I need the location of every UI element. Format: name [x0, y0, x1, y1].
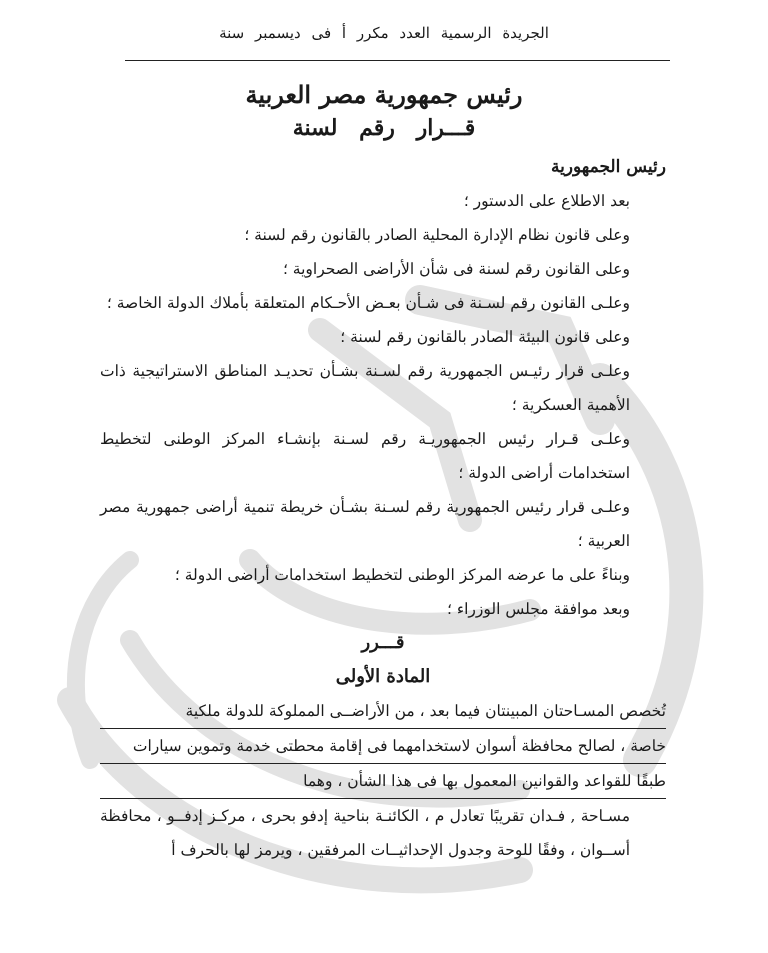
- preamble-paragraph: وبعد موافقة مجلس الوزراء ؛: [446, 600, 630, 618]
- preamble-paragraph: وعلـى القانون رقم لسـنة فى شـأن بعـض الأحـكام المتعلقة بأملاك الدولة الخاصة ؛: [106, 294, 630, 312]
- preamble-paragraph: وعلـى قـرار رئيس الجمهوريـة رقم لسـنة بإنشـاء المركز الوطنى لتخطيط استخدامات أراضى الدولة ؛: [100, 430, 630, 482]
- preamble-paragraph: وعلـى قرار رئيـس الجمهورية رقم لسـنة بشـأن تحديـد المناطق الاستراتيجية ذات الأهمية العسكرية ؛: [100, 362, 630, 414]
- running-header: الجريدة الرسمية العدد مكرر أ فى ديسمبر سنة: [219, 24, 549, 42]
- preamble-heading: رئيس الجمهورية: [550, 157, 666, 177]
- preamble-paragraph: وعلى قانون نظام الإدارة المحلية الصادر بالقانون رقم لسنة ؛: [244, 226, 630, 244]
- decree-number-title: قـــرار رقم لسنة: [292, 115, 476, 141]
- header-divider: [125, 60, 670, 61]
- decision-label: قـــرر: [361, 632, 405, 653]
- preamble-paragraph: وعلى القانون رقم لسنة فى شأن الأراضى الصحراوية ؛: [282, 260, 630, 278]
- article-title: المادة الأولى: [335, 666, 431, 687]
- decree-body: [100, 150, 666, 867]
- preamble-paragraph: وعلى قانون البيئة الصادر بالقانون رقم لسنة ؛: [340, 328, 630, 346]
- preamble-paragraph: بعد الاطلاع على الدستور ؛: [463, 192, 630, 210]
- preamble-paragraph: وبناءً على ما عرضه المركز الوطنى لتخطيط استخدامات أراضى الدولة ؛: [174, 566, 630, 584]
- article-line-underlined: تُخصص المسـاحتان المبينتان فيما بعد ، من الأراضــى المملوكة للدولة ملكية: [100, 694, 666, 729]
- article-line-underlined: خاصة ، لصالح محافظة أسوان لاستخدامهما فى إقامة محطتى خدمة وتموين سيارات: [100, 729, 666, 764]
- issuer-title: رئيس جمهورية مصر العربية: [245, 80, 523, 109]
- article-line-underlined: طبقًا للقواعد والقوانين المعمول بها فى هذا الشأن ، وهما: [100, 764, 666, 799]
- preamble-paragraph: وعلـى قرار رئيس الجمهورية رقم لسـنة بشـأن خريطة تنمية أراضى جمهورية مصر العربية ؛: [100, 498, 630, 550]
- article-item-paragraph: مسـاحة , فـدان تقريبًا تعادل م ، الكائنـة بناحية إدفو بحرى ، مركـز إدفــو ، محافظة أســوان ، وفقًا للوحة وجدول الإحداثيــات المرفقين ، ويرمز لها بالحرف أ: [100, 807, 630, 859]
